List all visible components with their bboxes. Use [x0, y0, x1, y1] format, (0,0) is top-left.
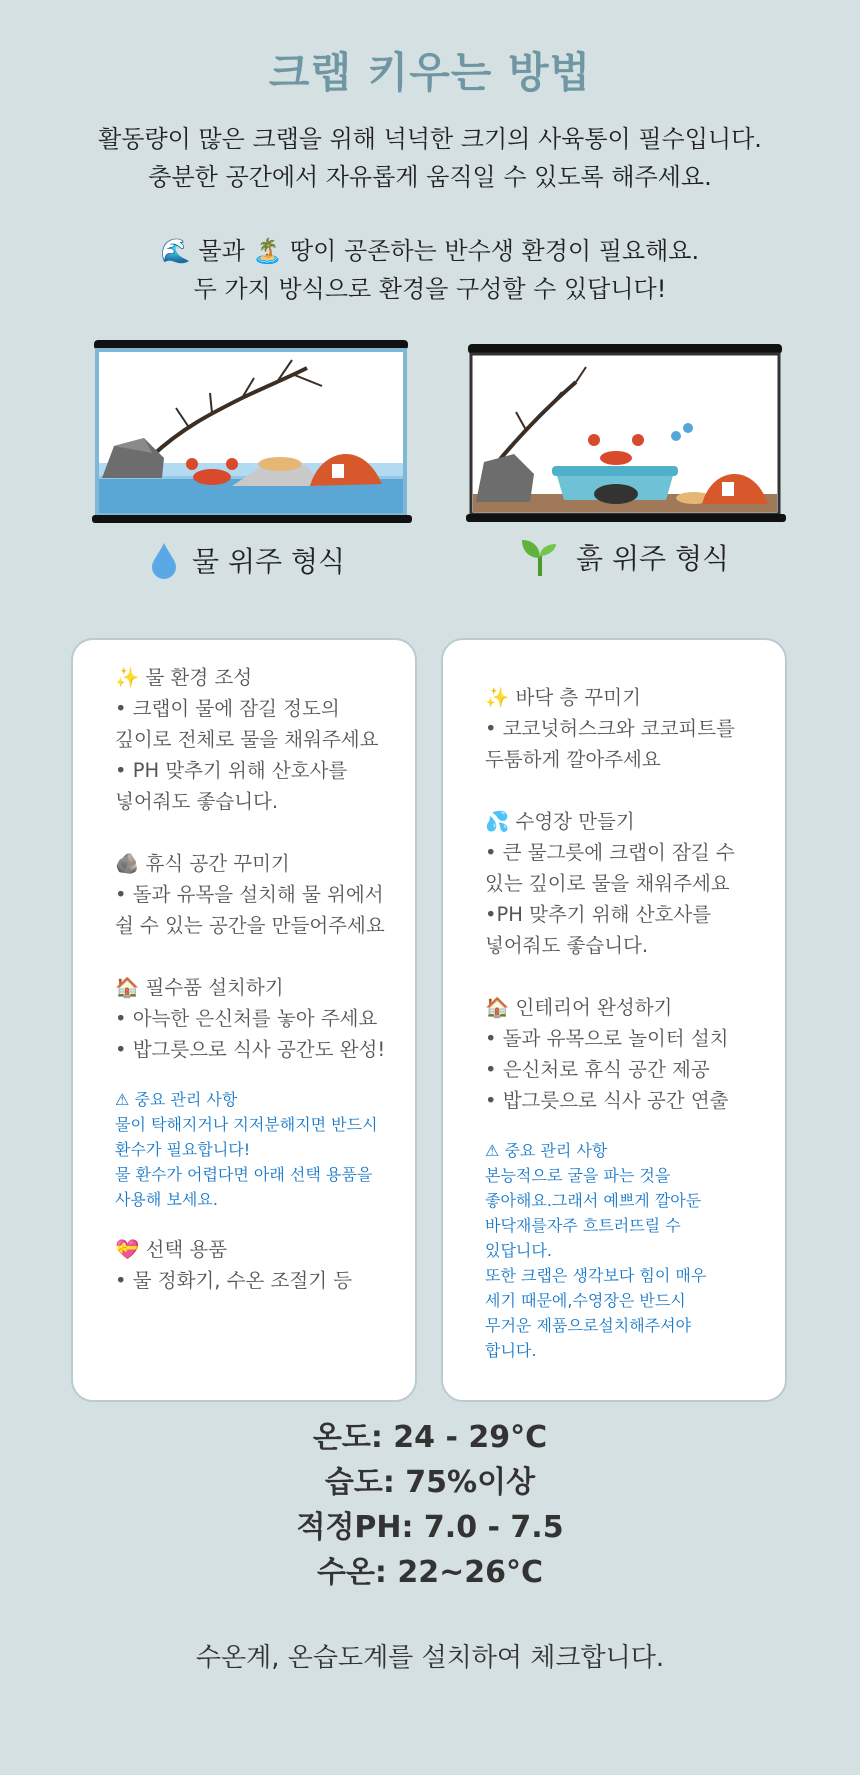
notice-line: 사용해 보세요. — [115, 1190, 218, 1209]
sprout-icon — [518, 536, 562, 578]
notice-line: 세기 때문에,수영장은 반드시 — [485, 1291, 686, 1310]
water-card-line: 깊이로 전체로 물을 채워주세요 — [115, 728, 379, 751]
soil-tank-illustration — [466, 342, 786, 528]
footer-note: 수온계, 온습도계를 설치하여 체크합니다. — [195, 1643, 665, 1673]
water-card-line: • 물 정화기, 수온 조절기 등 — [115, 1269, 353, 1292]
intro-text — [0, 120, 860, 308]
soil-card-line: 두툼하게 깔아주세요 — [485, 748, 661, 771]
notice-line: 본능적으로 굴을 파는 것을 — [485, 1166, 671, 1185]
sparkles-icon: ✨ — [485, 686, 510, 709]
notice-title: ⚠ 중요 관리 사항 — [485, 1141, 608, 1160]
notice-line: 또한 크랩은 생각보다 힘이 매우 — [485, 1266, 707, 1285]
humidity-stat: 습도: 75%이상 — [324, 1465, 536, 1500]
soil-card-line: • 큰 물그릇에 크랩이 잠길 수 — [485, 841, 735, 864]
wave-icon: 🌊 — [160, 237, 191, 265]
house-icon: 🏠 — [485, 996, 510, 1019]
ph-stat: 적정PH: 7.0 - 7.5 — [296, 1510, 564, 1545]
temperature-stat: 온도: 24 - 29°C — [312, 1420, 548, 1455]
soil-card-line: 넣어줘도 좋습니다. — [485, 934, 649, 957]
page-title: 크랩 키우는 방법 — [268, 48, 592, 97]
intro-line-3 — [0, 232, 860, 270]
intro-line-3-b: 땅이 공존하는 반수생 환경이 필요해요. — [289, 237, 700, 265]
soil-card-section-title: ✨ 바닥 층 꾸미기 — [485, 686, 641, 709]
rock-icon: 🪨 — [115, 852, 140, 875]
soil-card-section-title: 🏠 인테리어 완성하기 — [485, 996, 673, 1019]
soil-card-line: •PH 맞추기 위해 산호사를 — [485, 903, 712, 926]
notice-line: 환수가 필요합니다! — [115, 1140, 251, 1159]
soil-card-notice — [485, 1138, 757, 1363]
soil-type-text: 흙 위주 형식 — [576, 542, 730, 575]
island-icon: 🏝️ — [252, 237, 283, 265]
water-card-section-title: ✨ 물 환경 조성 — [115, 666, 253, 689]
water-temp-stat: 수온: 22~26°C — [316, 1555, 544, 1590]
warning-icon: ⚠ — [485, 1141, 500, 1160]
soil-type-card — [441, 638, 787, 1402]
water-card-notice — [115, 1087, 387, 1212]
notice-line: 합니다. — [485, 1341, 537, 1360]
notice-line: 물이 탁해지거나 지저분해지면 반드시 — [115, 1115, 378, 1134]
water-card-line: • 돌과 유목을 설치해 물 위에서 — [115, 883, 384, 906]
droplets-icon: 💦 — [485, 810, 510, 833]
water-type-label — [150, 540, 345, 580]
water-type-text: 물 위주 형식 — [192, 545, 346, 578]
water-card-line: 쉴 수 있는 공간을 만들어주세요 — [115, 914, 385, 937]
intro-line-3-a: 물과 — [198, 237, 245, 265]
water-card-line: • 아늑한 은신처를 놓아 주세요 — [115, 1007, 378, 1030]
soil-card-line: • 은신처로 휴식 공간 제공 — [485, 1058, 710, 1081]
environment-stats — [0, 1415, 860, 1595]
water-tank-illustration — [92, 338, 412, 528]
water-card-section-title: 🏠 필수품 설치하기 — [115, 976, 284, 999]
house-icon: 🏠 — [115, 976, 140, 999]
notice-line: 바닥재를자주 흐트러뜨릴 수 — [485, 1216, 681, 1235]
warning-icon: ⚠ — [115, 1090, 130, 1109]
heart-gift-icon: 💝 — [115, 1238, 140, 1261]
soil-card-line: • 밥그릇으로 식사 공간 연출 — [485, 1089, 729, 1112]
water-card-line: • 크랩이 물에 잠길 정도의 — [115, 697, 340, 720]
soil-card-line: • 코코넛허스크와 코코피트를 — [485, 717, 735, 740]
water-type-card — [71, 638, 417, 1402]
intro-line-4: 두 가지 방식으로 환경을 구성할 수 있답니다! — [193, 275, 667, 303]
notice-line: 물 환수가 어렵다면 아래 선택 용품을 — [115, 1165, 373, 1184]
soil-card-line: 있는 깊이로 물을 채워주세요 — [485, 872, 730, 895]
sparkles-icon: ✨ — [115, 666, 140, 689]
notice-title: ⚠ 중요 관리 사항 — [115, 1090, 238, 1109]
soil-card-section-title: 💦 수영장 만들기 — [485, 810, 635, 833]
intro-line-1: 활동량이 많은 크랩을 위해 넉넉한 크기의 사육통이 필수입니다. — [98, 125, 762, 153]
water-card-section-title: 💝 선택 용품 — [115, 1238, 228, 1261]
water-card-line: 넣어줘도 좋습니다. — [115, 790, 279, 813]
intro-line-2: 충분한 공간에서 자유롭게 움직일 수 있도록 해주세요. — [148, 163, 712, 191]
water-card-line: • 밥그릇으로 식사 공간도 완성! — [115, 1038, 386, 1061]
notice-line: 있답니다. — [485, 1241, 552, 1260]
notice-line: 무거운 제품으로설치해주셔야 — [485, 1316, 692, 1335]
notice-line: 좋아해요.그래서 예쁘게 깔아둔 — [485, 1191, 702, 1210]
water-drop-icon — [150, 541, 178, 579]
water-card-line: • PH 맞추기 위해 산호사를 — [115, 759, 348, 782]
water-card-section-title: 🪨 휴식 공간 꾸미기 — [115, 852, 290, 875]
soil-type-label — [518, 536, 729, 578]
soil-card-line: • 돌과 유목으로 놀이터 설치 — [485, 1027, 729, 1050]
